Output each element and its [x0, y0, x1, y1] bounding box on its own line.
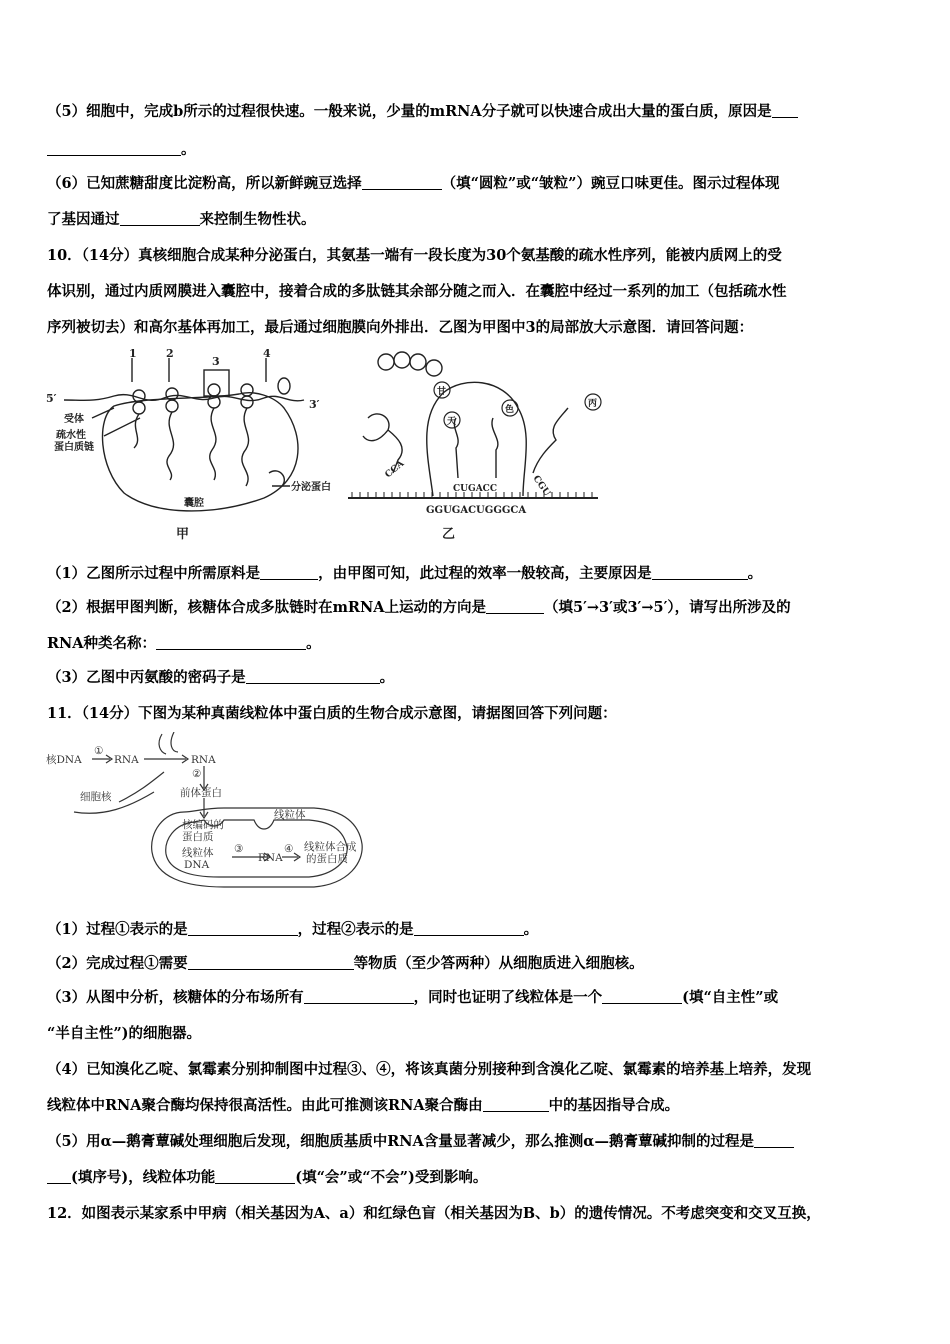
nuclear-envelope-1 — [159, 734, 166, 754]
amino-acid-ala: 丙 — [588, 399, 598, 409]
anticodon-cgu: CGU — [530, 473, 552, 499]
answer-blank[interactable] — [156, 635, 306, 650]
ribosome-4 — [241, 384, 253, 408]
amino-acid-trp: 色 — [505, 405, 515, 415]
label-precursor-protein: 前体蛋白 — [180, 787, 222, 799]
trna-middle-2 — [492, 418, 498, 478]
lumen-membrane — [103, 393, 298, 511]
q10-stem-2: 体识别，通过内质网膜进入囊腔中，接着合成的多肽链其余部分随之而入．在囊腔中经过一系列的加工（包括疏水性 — [47, 283, 787, 300]
mrna-sequence: GGUGACUGGGCA — [426, 505, 527, 516]
polypeptide-2 — [167, 412, 174, 480]
label-mito-synthesized: 线粒体合成 — [304, 841, 357, 853]
label-1: 1 — [129, 348, 137, 360]
label-protein-chain: 蛋白质链 — [54, 442, 94, 453]
nuclear-envelope-3 — [119, 772, 164, 802]
label-4: 4 — [263, 348, 271, 360]
label-step-3: ③ — [234, 843, 244, 855]
label-step-2: ② — [192, 768, 202, 780]
q9-line-5: （5）细胞中，完成b所示的过程很快速。一般来说，少量的mRNA分子就可以快速合成出大量的蛋白质，原因是 — [47, 102, 798, 122]
answer-blank[interactable] — [215, 1169, 295, 1184]
label-dna: DNA — [184, 859, 210, 871]
label-hydrophobic: 疏水性 — [56, 430, 86, 441]
q10-sub-3: （3）乙图中丙氨酸的密码子是 。 — [47, 669, 395, 686]
q11-sub-3: （3）从图中分析，核糖体的分布场所有 ，同时也证明了线粒体是一个 (填“自主性”或 — [47, 989, 779, 1006]
label-rna-2: RNA — [191, 754, 216, 766]
label-mito-protein: 的蛋白质 — [306, 853, 348, 865]
answer-blank[interactable] — [260, 565, 318, 580]
polypeptide-4 — [242, 408, 249, 486]
answer-blank[interactable] — [47, 1169, 71, 1184]
q11-stem: 11．（14分）下图为某种真菌线粒体中蛋白质的生物合成示意图，请据图回答下列问题： — [47, 705, 617, 722]
answer-blank[interactable] — [362, 175, 442, 190]
q10-sub-2b: RNA种类名称： 。 — [47, 635, 321, 652]
label-secreted-protein: 分泌蛋白 — [291, 482, 331, 493]
figure-yi — [338, 348, 608, 544]
answer-blank[interactable] — [652, 565, 748, 580]
answer-blank[interactable] — [602, 989, 682, 1004]
q9-line-5b: 。 — [47, 140, 196, 160]
q11-sub-1: （1）过程①表示的是 ，过程②表示的是 。 — [47, 921, 539, 938]
ribosome-5 — [278, 378, 290, 394]
amino-acid-asp: 天 — [447, 417, 457, 427]
caption-yi: 乙 — [442, 527, 456, 542]
figure-mitochondria — [44, 732, 374, 894]
label-lumen: 囊腔 — [184, 498, 204, 509]
figure-jia — [44, 348, 344, 544]
caption-jia: 甲 — [176, 527, 190, 542]
answer-blank[interactable] — [188, 955, 354, 970]
anticodon-cugacc: CUGACC — [453, 484, 498, 494]
answer-blank[interactable] — [772, 103, 798, 118]
amino-acid-gly: 甘 — [437, 387, 447, 397]
label-rna-3: RNA — [258, 852, 283, 864]
answer-blank[interactable] — [188, 921, 298, 936]
answer-blank[interactable] — [483, 1097, 549, 1112]
label-3: 3 — [212, 355, 220, 368]
q10-sub-2: （2）根据甲图判断，核糖体合成多肽链时在mRNA上运动的方向是 （填5′→3′或3′→5′），请写出所涉及的 — [47, 599, 791, 616]
label-5-prime: 5′ — [46, 392, 57, 405]
label-nuclear-dna: 核DNA — [46, 754, 82, 766]
polypeptide-3 — [210, 408, 216, 480]
answer-blank[interactable] — [120, 211, 200, 226]
label-mito-dna: 线粒体 — [182, 847, 214, 859]
q11-sub-5: （5）用α—鹅膏蕈碱处理细胞后发现，细胞质基质中RNA含量显著减少，那么推测α—鹅膏蕈碱抑制的过程是 — [47, 1132, 794, 1152]
trna-right — [533, 408, 568, 473]
nuclear-envelope-2 — [171, 732, 178, 752]
label-step-1: ① — [94, 745, 104, 757]
q11-sub-4b: 线粒体中RNA聚合酶均保持很高活性。由此可推测该RNA聚合酶由 中的基因指导合成。 — [47, 1097, 680, 1114]
q12-stem: 12．如图表示某家系中甲病（相关基因为A、a）和红绿色盲（相关基因为B、b）的遗传情况。不考虑突变和交叉互换， — [47, 1205, 821, 1222]
q11-sub-5b: (填序号)，线粒体功能 (填“会”或“不会”)受到影响。 — [47, 1168, 487, 1188]
label-3-prime: 3′ — [309, 398, 320, 411]
q10-stem-1: 10．（14分）真核细胞合成某种分泌蛋白，其氨基一端有一段长度为30个氨基酸的疏水性序列，能被内质网上的受 — [47, 247, 782, 264]
label-nucleus: 细胞核 — [80, 791, 112, 803]
label-rna-1: RNA — [114, 754, 139, 766]
answer-blank[interactable] — [304, 989, 414, 1004]
q11-sub-3b: “半自主性”)的细胞器。 — [47, 1025, 202, 1042]
q9-line-6b: 了基因通过 来控制生物性状。 — [47, 211, 316, 228]
label-mitochondrion: 线粒体 — [274, 809, 306, 821]
q11-sub-2: （2）完成过程①需要 等物质（至少答两种）从细胞质进入细胞核。 — [47, 955, 644, 972]
answer-blank[interactable] — [246, 669, 380, 684]
label-protein: 蛋白质 — [182, 831, 214, 843]
q11-sub-4: （4）已知溴化乙啶、氯霉素分别抑制图中过程③、④，将该真菌分别接种到含溴化乙啶、氯霉素的培养基上培养，发现 — [47, 1061, 812, 1078]
q9-line-6: （6）已知蔗糖甜度比淀粉高，所以新鲜豌豆选择 （填“圆粒”或“皱粒”）豌豆口味更佳。图示过程体现 — [47, 175, 780, 192]
answer-blank[interactable] — [47, 141, 181, 156]
anticodon-cca: CCA — [383, 458, 407, 481]
answer-blank[interactable] — [414, 921, 524, 936]
secreted-protein — [269, 471, 284, 486]
label-2: 2 — [166, 348, 174, 360]
ribosome-2 — [166, 388, 178, 412]
q10-sub-1: （1）乙图所示过程中所需原料是 ，由甲图可知，此过程的效率一般较高，主要原因是 。 — [47, 565, 763, 582]
ribosome-large — [427, 382, 527, 496]
label-receptor: 受体 — [64, 414, 84, 425]
label-step-4: ④ — [284, 843, 294, 855]
answer-blank[interactable] — [486, 599, 544, 614]
q10-stem-3: 序列被切去）和高尔基体再加工，最后通过细胞膜向外排出．乙图为甲图中3的局部放大示意图．请回答问题： — [47, 319, 754, 336]
label-nuclear-encoded: 核编码的 — [182, 819, 224, 831]
answer-blank[interactable] — [754, 1133, 794, 1148]
